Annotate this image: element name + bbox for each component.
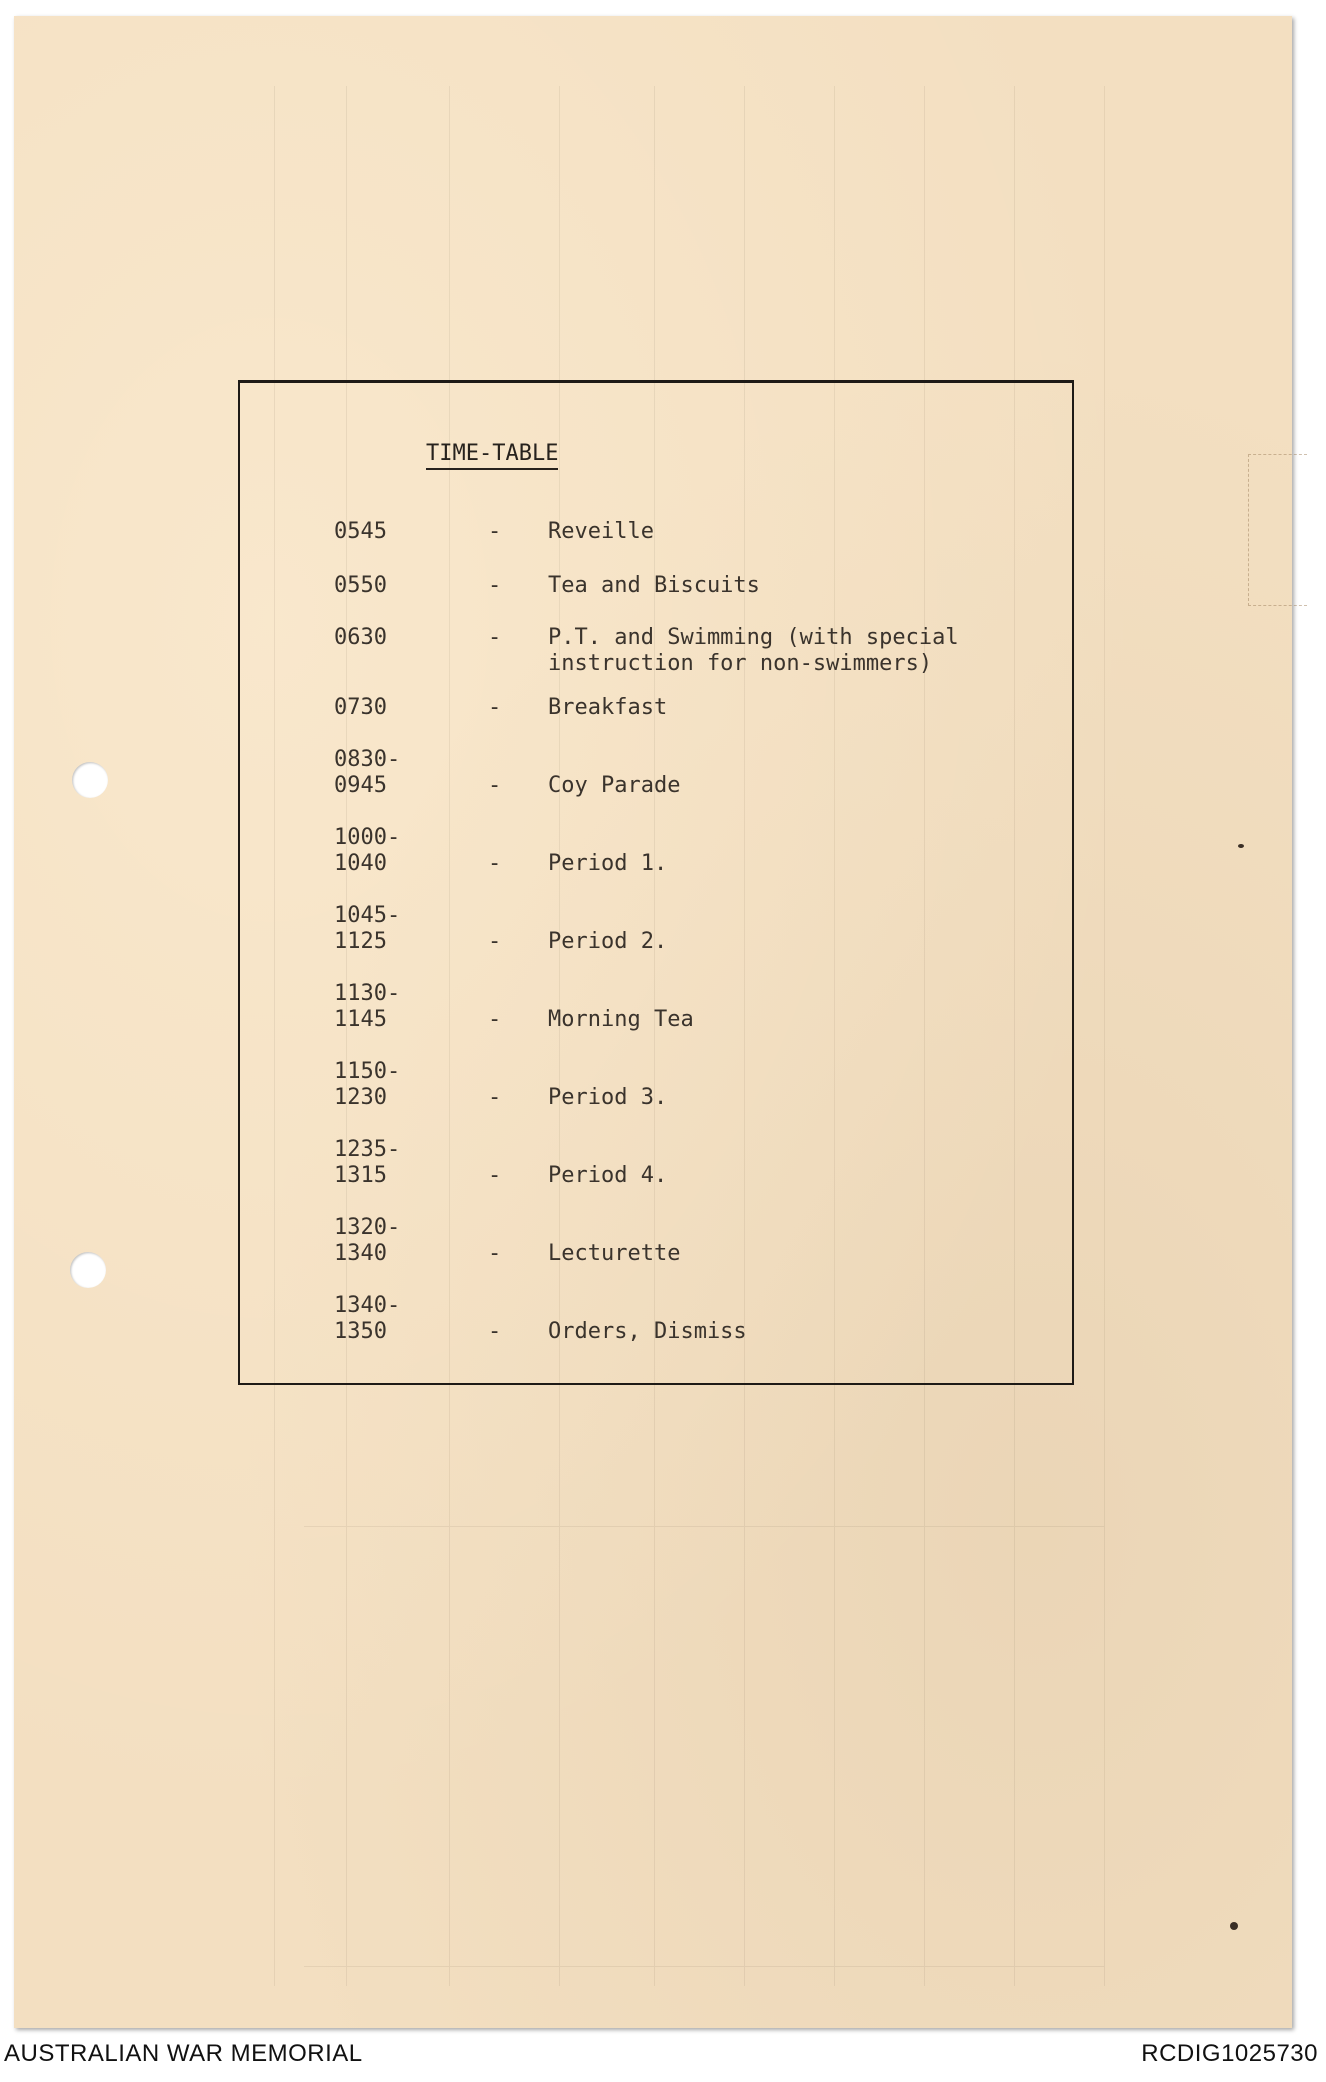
activity-label: Morning Tea (548, 1007, 694, 1032)
ink-speck (1238, 844, 1244, 848)
separator-dash: - (488, 573, 502, 598)
archive-credit: AUSTRALIAN WAR MEMORIAL (4, 2040, 363, 2067)
time-label: 1320- 1340 (334, 1215, 401, 1266)
separator-dash: - (488, 1241, 502, 1266)
time-label: 1150- 1230 (334, 1059, 401, 1110)
separator-dash: - (488, 773, 502, 798)
separator-dash: - (488, 851, 502, 876)
stamp-mark (1248, 454, 1307, 606)
separator-dash: - (488, 695, 502, 720)
document-page (14, 16, 1292, 2028)
archive-id: RCDIG1025730 (1141, 2040, 1318, 2067)
separator-dash: - (488, 929, 502, 954)
activity-label: Period 3. (548, 1085, 668, 1110)
activity-label: Tea and Biscuits (548, 573, 760, 598)
timetable-heading: TIME-TABLE (426, 441, 558, 470)
activity-label: P.T. and Swimming (with special instruction for non-swimmers) (548, 625, 959, 676)
ink-speck (1230, 1922, 1238, 1930)
punch-hole-lower (70, 1252, 106, 1288)
separator-dash: - (488, 1163, 502, 1188)
time-label: 1340- 1350 (334, 1293, 401, 1344)
time-label: 0550 (334, 573, 387, 598)
timetable-box (238, 380, 1074, 1385)
activity-label: Reveille (548, 519, 654, 544)
separator-dash: - (488, 1319, 502, 1344)
activity-label: Period 4. (548, 1163, 668, 1188)
separator-dash: - (488, 1007, 502, 1032)
activity-label: Period 1. (548, 851, 668, 876)
time-label: 1045- 1125 (334, 903, 401, 954)
time-label: 0630 (334, 625, 387, 650)
time-label: 1000- 1040 (334, 825, 401, 876)
activity-label: Breakfast (548, 695, 668, 720)
time-label: 1235- 1315 (334, 1137, 401, 1188)
activity-label: Period 2. (548, 929, 668, 954)
separator-dash: - (488, 519, 502, 544)
activity-label: Orders, Dismiss (548, 1319, 747, 1344)
punch-hole-upper (72, 762, 108, 798)
time-label: 0545 (334, 519, 387, 544)
activity-label: Lecturette (548, 1241, 681, 1266)
time-label: 0830- 0945 (334, 747, 401, 798)
time-label: 0730 (334, 695, 387, 720)
separator-dash: - (488, 625, 502, 650)
time-label: 1130- 1145 (334, 981, 401, 1032)
activity-label: Coy Parade (548, 773, 681, 798)
separator-dash: - (488, 1085, 502, 1110)
